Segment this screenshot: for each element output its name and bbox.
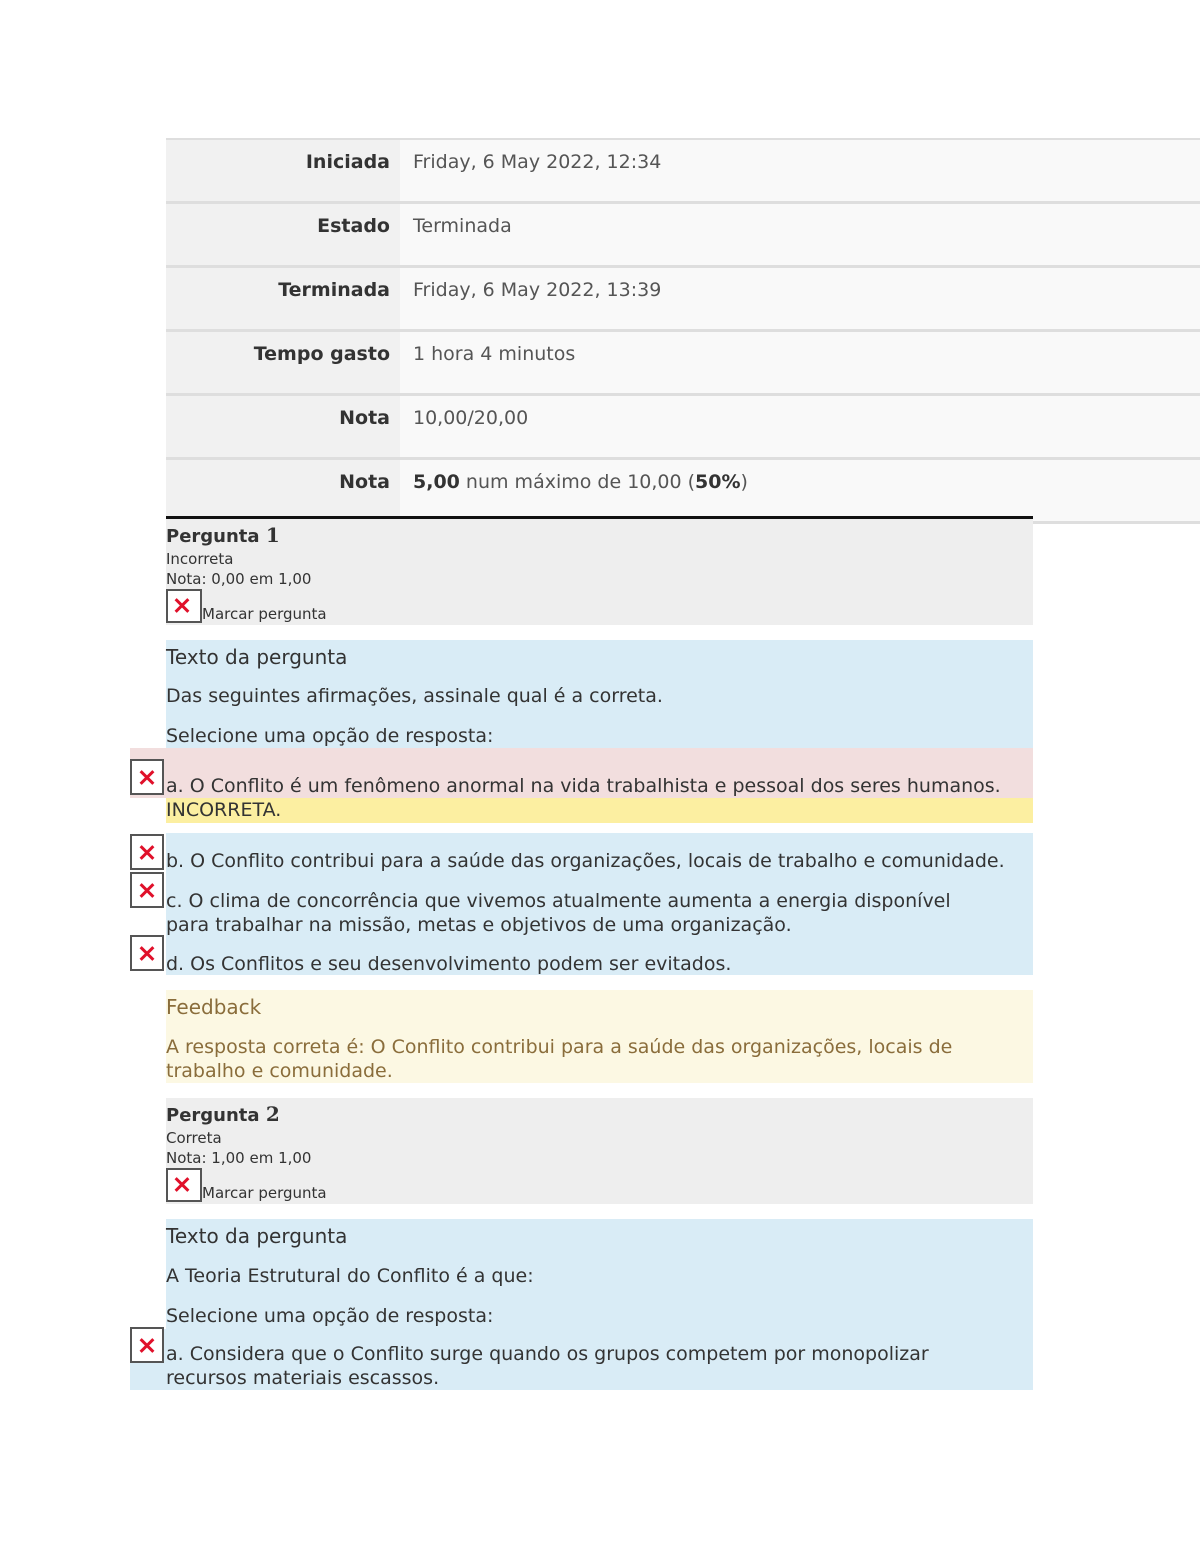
answer-option-a[interactable]: a. O Conflito é um fenômeno anormal na vida trabalhista e pessoal dos seres humanos.	[166, 775, 1001, 797]
summary-label: Tempo gasto	[166, 332, 400, 393]
summary-label: Iniciada	[166, 140, 400, 201]
summary-value: 1 hora 4 minutos	[400, 332, 1200, 393]
question-info-2	[166, 1098, 1033, 1204]
summary-value: 10,00/20,00	[400, 396, 1200, 457]
question-grade: Nota: 0,00 em 1,00	[166, 570, 312, 588]
summary-row-time-taken	[166, 332, 1200, 396]
question-number-value: 1	[265, 523, 280, 547]
summary-value: Friday, 6 May 2022, 12:34	[400, 140, 1200, 201]
question-text: A Teoria Estrutural do Conflito é a que:	[166, 1265, 534, 1287]
attempt-summary-table	[166, 138, 1200, 524]
question-text-heading: Texto da pergunta	[166, 645, 348, 669]
summary-label: Terminada	[166, 268, 400, 329]
question-grade: Nota: 1,00 em 1,00	[166, 1149, 312, 1167]
question-label: Pergunta	[166, 1105, 260, 1126]
question-number	[166, 1098, 1033, 1128]
answer-prompt: Selecione uma opção de resposta:	[166, 1305, 494, 1327]
summary-row-completed	[166, 268, 1200, 332]
answer-option-c[interactable]: c. O clima de concorrência que vivemos atualmente aumenta a energia disponível para trabalhar na missão, metas e objetivos de uma organização.	[166, 890, 951, 936]
summary-row-marks	[166, 396, 1200, 460]
summary-label: Nota	[166, 396, 400, 457]
flag-question-label: Marcar pergunta	[202, 1184, 327, 1202]
summary-value: Friday, 6 May 2022, 13:39	[400, 268, 1200, 329]
question-label: Pergunta	[166, 526, 260, 547]
x-icon	[130, 1327, 164, 1363]
question-number-value: 2	[265, 1102, 280, 1126]
x-icon	[166, 589, 202, 623]
grade-close: )	[740, 471, 748, 493]
question-number	[166, 519, 1033, 549]
grade-middle: num máximo de 10,00 (	[459, 471, 696, 493]
question-state: Incorreta	[166, 550, 234, 568]
flag-question-button[interactable]	[166, 589, 1033, 623]
question-text: Das seguintes afirmações, assinale qual é a correta.	[166, 685, 663, 707]
summary-label: Nota	[166, 460, 400, 521]
feedback-text: A resposta correta é: O Conflito contribui para a saúde das organizações, locais de trabalho e comunidade.	[166, 1036, 953, 1082]
answer-option-d[interactable]: d. Os Conflitos e seu desenvolvimento podem ser evitados.	[166, 953, 732, 975]
grade-percent: 50%	[695, 471, 741, 493]
summary-row-state	[166, 204, 1200, 268]
question-state: Correta	[166, 1129, 222, 1147]
answer-feedback-text: INCORRETA.	[166, 799, 282, 821]
summary-label: Estado	[166, 204, 400, 265]
grade-value: 5,00	[413, 471, 460, 493]
flag-question-label: Marcar pergunta	[202, 605, 327, 623]
feedback-heading: Feedback	[166, 995, 262, 1019]
answer-option-a[interactable]: a. Considera que o Conflito surge quando os grupos competem por monopolizar recursos materiais escassos.	[166, 1343, 929, 1389]
x-icon	[130, 872, 164, 908]
summary-row-started	[166, 140, 1200, 204]
summary-value: Terminada	[400, 204, 1200, 265]
answer-feedback	[166, 798, 1033, 823]
flag-question-button[interactable]	[166, 1168, 1033, 1202]
x-icon	[130, 759, 164, 795]
summary-row-grade	[166, 460, 1200, 524]
x-icon	[130, 935, 164, 971]
question-text-heading: Texto da pergunta	[166, 1224, 348, 1248]
answer-option-b[interactable]: b. O Conflito contribui para a saúde das organizações, locais de trabalho e comunidade.	[166, 850, 1005, 872]
x-icon	[166, 1168, 202, 1202]
answer-prompt: Selecione uma opção de resposta:	[166, 725, 494, 747]
x-icon	[130, 834, 164, 870]
summary-value	[400, 460, 1200, 521]
question-info-1	[166, 519, 1033, 625]
